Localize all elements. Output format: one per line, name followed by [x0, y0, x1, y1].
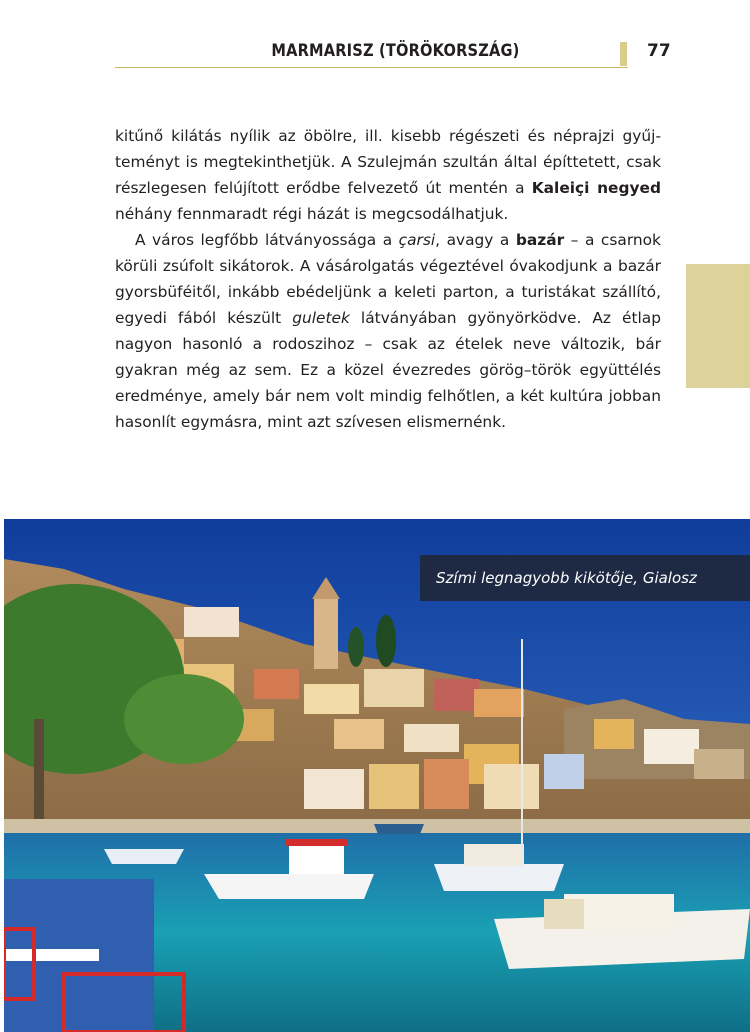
bell-tower: [314, 599, 338, 669]
page-number: 77: [647, 41, 671, 61]
running-header: [115, 38, 670, 70]
body-text: [115, 123, 661, 435]
header-rule: [115, 67, 628, 68]
harbor-photo: [4, 519, 750, 1032]
paragraph-2: A város legfőbb látványossága a çarsi, avagy a bazár – a csarnok körüli zsúfolt sikátorok. A vásárolgatás végeztével óvakodjunk a bazár gyorsbüféitől, inkább ebédeljünk a keleti parton, a turistákat szállító, egyedi fából készült guletek látványában gyönyörködve. Az étlap nagyon hasonló a rodoszihoz – csak az ételek neve változik, bár gyakran még az sem. Ez a közel évezredes görög–török együttélés eredménye, amely bár nem volt mindig felhőtlen, a két kultúra jobban hasonlít egymásra, mint azt szívesen elismernénk.: [115, 231, 662, 431]
photo-caption: Szími legnagyobb kikötője, Gialosz: [420, 555, 750, 601]
thumb-tab: [686, 264, 750, 388]
chapter-title: MARMARISZ (TÖRÖKORSZÁG): [271, 41, 520, 61]
paragraph-1: kitűnő kilátás nyílik az öbölre, ill. kisebb régészeti és néprajzi gyűjteményt is megtekinthetjük. A Szulejmán szultán által építtetett, csak részlegesen felújított erődbe felvezető út mentén a Kaleiçi negyed néhány fennmaradt régi házát is megcsodálhatjuk.: [115, 127, 661, 223]
header-accent-bar: [620, 42, 627, 66]
